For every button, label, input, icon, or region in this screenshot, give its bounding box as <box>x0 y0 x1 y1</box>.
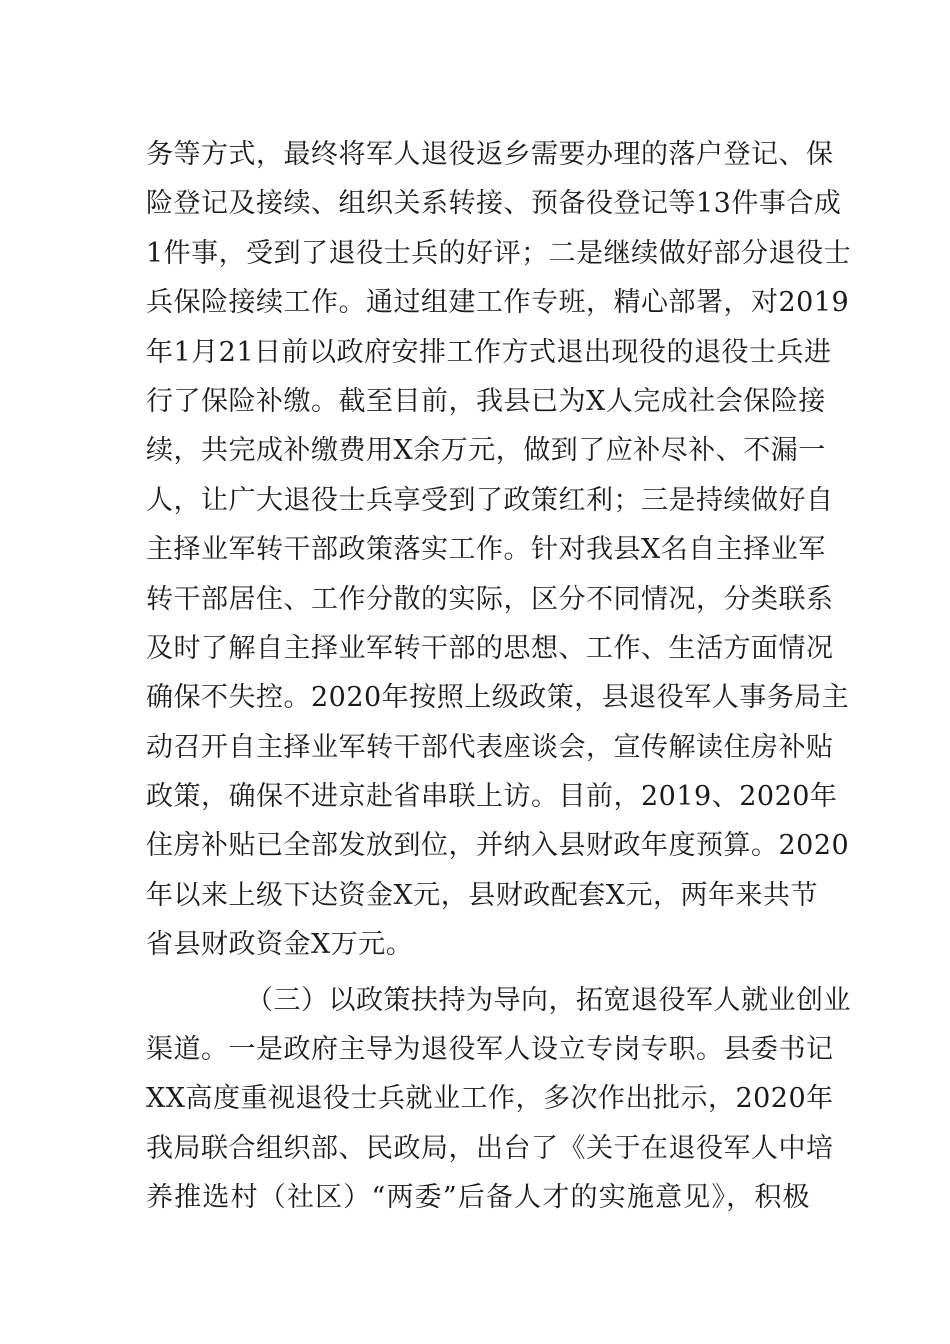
text-line: 行了保险补缴。截至目前，我县已为X人完成社会保险接 <box>146 385 826 417</box>
text-line: 主择业军转干部政策落实工作。针对我县X名自主择业军 <box>146 534 826 566</box>
text-line: 续，共完成补缴费用X余万元，做到了应补尽补、不漏一 <box>146 435 826 467</box>
text-line: 养推选村（社区）“两委”后备人才的实施意见》，积极 <box>146 1182 810 1214</box>
paragraph-1 <box>146 130 852 970</box>
text-line: 动召开自主择业军转干部代表座谈会，宣传解读住房补贴 <box>146 731 834 763</box>
text-line: 省县财政资金X万元。 <box>146 929 414 961</box>
text-line: 年1月21日前以政府安排工作方式退出现役的退役士兵进 <box>146 336 832 368</box>
text-line: 1件事，受到了退役士兵的好评；二是继续做好部分退役士 <box>146 237 852 269</box>
text-line: 及时了解自主择业军转干部的思想、工作、生活方面情况 <box>146 632 834 664</box>
section-heading-line: （三）以政策扶持为导向，拓宽退役军人就业创业 <box>246 984 851 1016</box>
text-line: 渠道。一是政府主导为退役军人设立专岗专职。县委书记 <box>146 1034 834 1066</box>
text-line: 年以来上级下达资金X元，县财政配套X元，两年来共节 <box>146 879 818 911</box>
text-line: 兵保险接续工作。通过组建工作专班，精心部署，对2019 <box>146 287 850 319</box>
text-line: 险登记及接续、组织关系转接、预备役登记等13件事合成 <box>146 188 842 220</box>
text-line: XX高度重视退役士兵就业工作，多次作出批示，2020年 <box>146 1083 834 1115</box>
body-text <box>146 130 852 1223</box>
text-line: 我局联合组织部、民政局，出台了《关于在退役军人中培 <box>146 1132 834 1164</box>
text-line: 转干部居住、工作分散的实际，区分不同情况，分类联系 <box>146 583 834 615</box>
text-line: 人，让广大退役士兵享受到了政策红利；三是持续做好自 <box>146 484 834 516</box>
text-line: 政策，确保不进京赴省串联上访。目前，2019、2020年 <box>146 781 838 813</box>
paragraph-2 <box>146 976 851 1223</box>
text-line: 确保不失控。2020年按照上级政策，县退役军人事务局主 <box>146 682 850 714</box>
text-line: 务等方式，最终将军人退役返乡需要办理的落户登记、保 <box>146 139 834 170</box>
text-line: 住房补贴已全部发放到位，并纳入县财政年度预算。2020 <box>146 830 850 862</box>
